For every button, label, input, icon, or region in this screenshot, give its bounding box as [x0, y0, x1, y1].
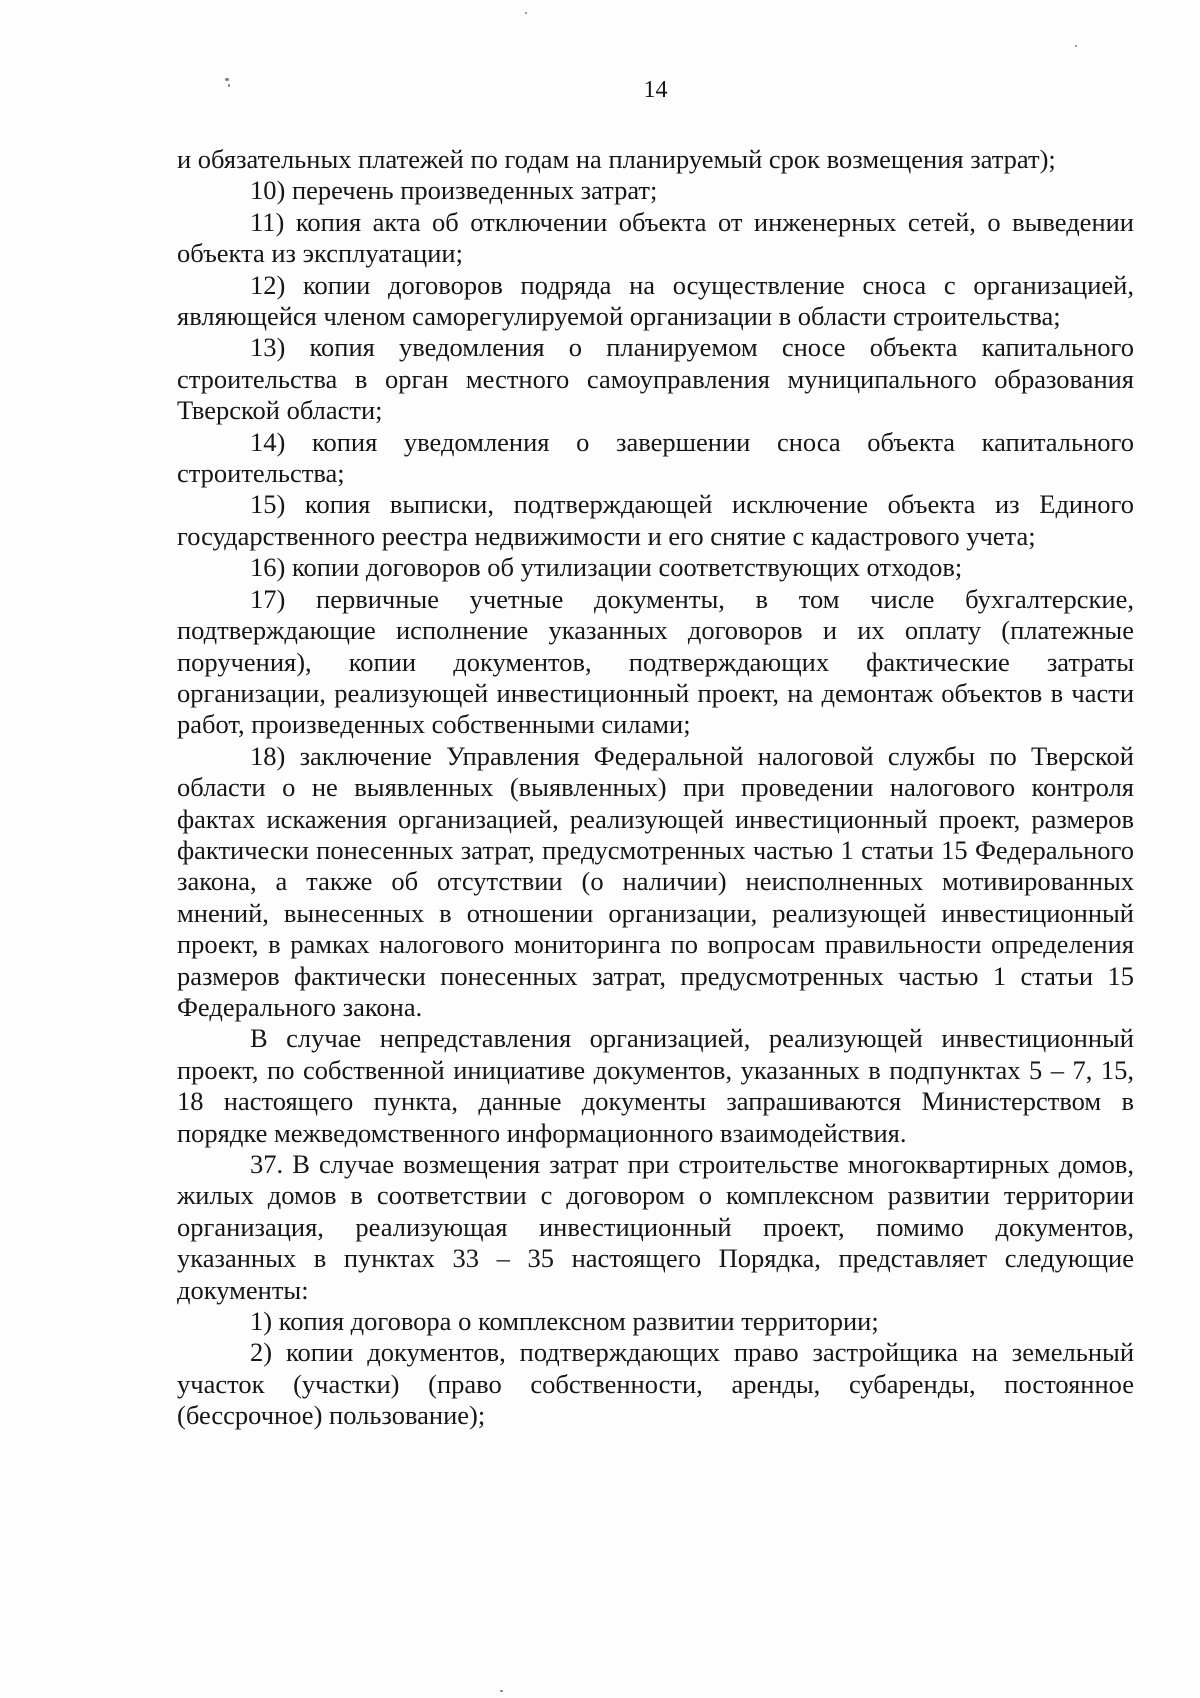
paragraph-13: 2) копии документов, подтверждающих право застройщика на земельный участок (участки) (право собственности, аренды, субаренды, постоянное (бессрочное) пользование);: [177, 1337, 1134, 1431]
page-number: 14: [643, 77, 668, 103]
scan-speck: [1075, 45, 1077, 47]
paragraph-12: 1) копия договора о комплексном развитии территории;: [250, 1306, 879, 1337]
paragraph-1: 10) перечень произведенных затрат;: [250, 175, 658, 206]
document-body: [177, 144, 1134, 1432]
paragraph-6: 15) копия выписки, подтверждающей исключение объекта из Единого государственного реестра недвижимости и его снятие с кадастрового учета;: [177, 489, 1134, 551]
paragraph-9: 18) заключение Управления Федеральной налоговой службы по Тверской области о не выявленных (выявленных) при проведении налогового контроля фактах искажения организацией, реализующей инвестиционный проект, размеров фактически понесенных затрат, предусмотренных частью 1 статьи 15 Федерального закона, а также об отсутствии (о наличии) неисполненных мотивированных мнений, вынесенных в отношении организации, реализующей инвестиционный проект, в рамках налогового мониторинга по вопросам правильности определения размеров фактически понесенных затрат, предусмотренных частью 1 статьи 15 Федерального закона.: [177, 740, 1134, 1022]
scan-speck: [228, 84, 230, 87]
paragraph-3: 12) копии договоров подряда на осуществление сноса с организацией, являющейся членом саморегулируемой организации в области строительства;: [177, 269, 1134, 332]
paragraph-0: и обязательных платежей по годам на планируемый срок возмещения затрат);: [177, 144, 1056, 174]
paragraph-8: 17) первичные учетные документы, в том числе бухгалтерские, подтверждающие исполнение указанных договоров и их оплату (платежные поручения), копии документов, подтверждающих фактические затраты организации, реализующей инвестиционный проект, на демонтаж объектов в части работ, произведенных собственными силами;: [177, 583, 1134, 740]
paragraph-5: 14) копия уведомления о завершении сноса объекта капитального строительства;: [177, 426, 1134, 489]
scan-speck: [525, 12, 527, 14]
paragraph-10: В случае непредставления организацией, реализующей инвестиционный проект, по собственной инициативе документов, указанных в подпунктах 5 – 7, 15, 18 настоящего пункта, данные документы запрашиваются Министерством в порядке межведомственного информационного взаимодействия.: [177, 1023, 1134, 1148]
paragraph-7: 16) копии договоров об утилизации соответствующих отходов;: [250, 552, 963, 583]
scan-speck: [225, 78, 229, 81]
paragraph-2: 11) копия акта об отключении объекта от инженерных сетей, о выведении объекта из эксплуатации;: [177, 206, 1134, 269]
paragraph-4: 13) копия уведомления о планируемом сносе объекта капитального строительства в орган местного самоуправления муниципального образования Тверской области;: [177, 332, 1134, 426]
paragraph-11: 37. В случае возмещения затрат при строительстве многоквартирных домов, жилых домов в соответствии с договором о комплексном развитии территории организация, реализующая инвестиционный проект, помимо документов, указанных в пунктах 33 – 35 настоящего Порядка, представляет следующие документы:: [177, 1149, 1134, 1305]
scan-speck: [500, 1690, 503, 1692]
